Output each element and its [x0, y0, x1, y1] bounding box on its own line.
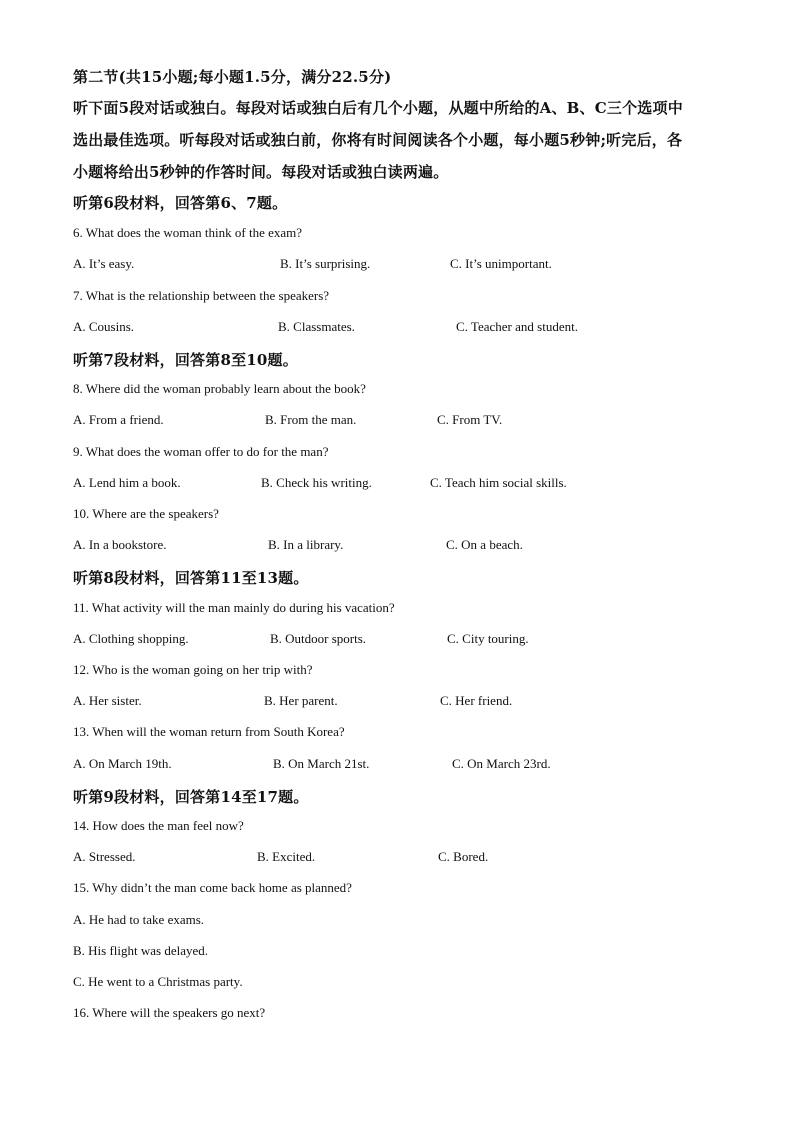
q9-option-b: B. Check his writing. [261, 475, 372, 490]
q10-option-b: B. In a library. [268, 537, 344, 552]
q13-option-c: C. On March 23rd. [452, 756, 551, 771]
question-12: 12. Who is the woman going on her trip with? [73, 662, 313, 677]
q14-option-c: C. Bored. [438, 849, 489, 864]
question-16: 16. Where will the speakers go next? [73, 1005, 266, 1020]
q8-option-b: B. From the man. [265, 412, 357, 427]
group-heading-8: 听第8段材料，回答第11至13题。 [73, 569, 309, 587]
question-15: 15. Why didn’t the man come back home as planned? [73, 880, 352, 895]
q6-option-b: B. It’s surprising. [280, 256, 371, 271]
q10-option-c: C. On a beach. [446, 537, 523, 552]
question-9: 9. What does the woman offer to do for the man? [73, 444, 329, 459]
q7-option-b: B. Classmates. [278, 319, 355, 334]
question-7: 7. What is the relationship between the speakers? [73, 288, 330, 303]
section-title: 第二节(共15小题;每小题1.5分，满分22.5分) [73, 68, 392, 86]
question-8: 8. Where did the woman probably learn about the book? [73, 381, 366, 396]
question-13: 13. When will the woman return from South Korea? [73, 724, 345, 739]
q7-option-a: A. Cousins. [73, 319, 135, 334]
q15-option-b: B. His flight was delayed. [73, 943, 209, 958]
q6-option-a: A. It’s easy. [73, 256, 135, 271]
q14-option-a: A. Stressed. [73, 849, 136, 864]
question-14: 14. How does the man feel now? [73, 818, 244, 833]
question-10: 10. Where are the speakers? [73, 506, 219, 521]
q13-option-a: A. On March 19th. [73, 756, 172, 771]
q13-option-b: B. On March 21st. [273, 756, 370, 771]
q14-option-b: B. Excited. [257, 849, 316, 864]
q12-option-c: C. Her friend. [440, 693, 513, 708]
q11-option-c: C. City touring. [447, 631, 529, 646]
q15-option-a: A. He had to take exams. [73, 912, 205, 927]
q8-option-c: C. From TV. [437, 412, 503, 427]
q11-option-b: B. Outdoor sports. [270, 631, 367, 646]
group-heading-7: 听第7段材料，回答第8至10题。 [73, 351, 298, 369]
instruction-line-1: 听下面5段对话或独白。每段对话或独白后有几个小题，从题中所给的A、B、C三个选项中 [73, 99, 683, 117]
group-heading-6: 听第6段材料，回答第6、7题。 [73, 194, 288, 212]
q12-option-a: A. Her sister. [73, 693, 142, 708]
instruction-line-2: 选出最佳选项。听每段对话或独白前，你将有时间阅读各个小题，每小题5秒钟;听完后，各 [73, 131, 683, 149]
q12-option-b: B. Her parent. [264, 693, 338, 708]
instruction-line-3: 小题将给出5秒钟的作答时间。每段对话或独白读两遍。 [73, 163, 449, 181]
q7-option-c: C. Teacher and student. [456, 319, 578, 334]
q9-option-c: C. Teach him social skills. [430, 475, 567, 490]
q8-option-a: A. From a friend. [73, 412, 164, 427]
q10-option-a: A. In a bookstore. [73, 537, 167, 552]
q9-option-a: A. Lend him a book. [73, 475, 181, 490]
question-6: 6. What does the woman think of the exam? [73, 225, 303, 240]
q11-option-a: A. Clothing shopping. [73, 631, 189, 646]
group-heading-9: 听第9段材料，回答第14至17题。 [73, 788, 309, 806]
q6-option-c: C. It’s unimportant. [450, 256, 552, 271]
question-11: 11. What activity will the man mainly do during his vacation? [73, 600, 395, 615]
q15-option-c: C. He went to a Christmas party. [73, 974, 243, 989]
